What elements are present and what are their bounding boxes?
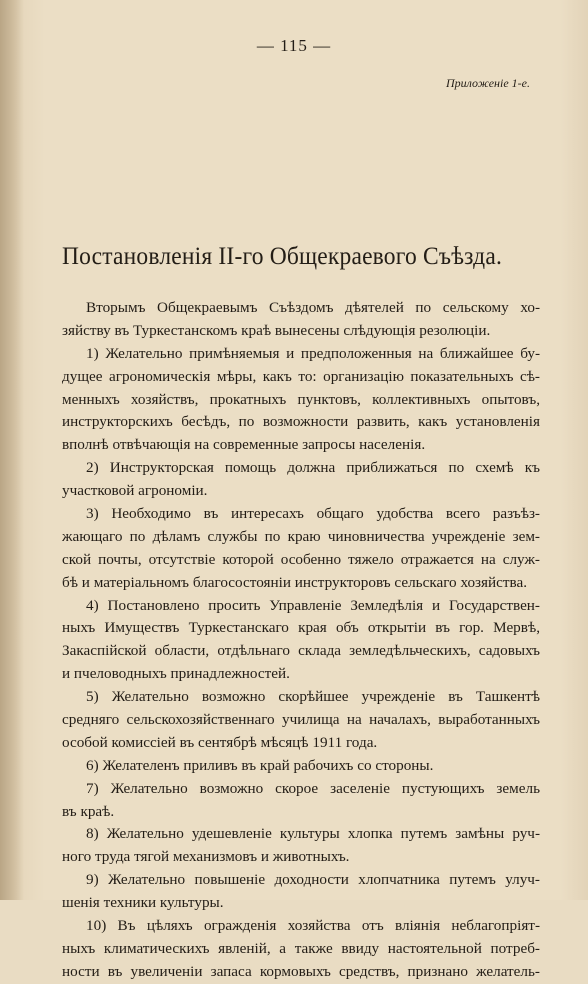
text-line: 7) Желательно возможно скорое заселеніе пустующихъ земель [86, 779, 540, 797]
text-line: 8) Желательно удешевленіе культуры хлопка путемъ замѣны руч- [86, 825, 540, 843]
text-line: ного труда тягой механизмовъ и животныхъ. [62, 848, 350, 866]
page-number: — 115 — [256, 36, 332, 55]
text-line: 6) Желателенъ приливъ въ край рабочихъ со стороны. [86, 756, 434, 774]
text-line: 1) Желательно примѣняемыя и предположенныя на ближайшее бу- [86, 344, 540, 362]
text-line: Вторымъ Общекраевымъ Съѣздомъ дѣятелей по сельскому хо- [86, 299, 540, 316]
text-line: зяйству въ Туркестанскомъ краѣ вынесены слѣдующія резолюціи. [62, 321, 491, 339]
appendix-label: Приложеніе 1-е. [445, 76, 530, 90]
text-line: ности въ увеличеніи запаса кормовыхъ средствъ, признано желатель- [62, 962, 540, 980]
text-line: 9) Желательно повышеніе доходности хлопчатника путемъ улуч- [86, 871, 540, 889]
text-line: участковой агрономіи. [62, 482, 208, 500]
text-line: жающаго по дѣламъ службы по краю чиновничества учрежденіе зем- [62, 527, 540, 545]
text-line: особой комиссіей въ сентябрѣ мѣсяцѣ 1911 года. [62, 733, 378, 751]
text-line: 3) Необходимо въ интересахъ общаго удобства всего разъѣз- [86, 505, 540, 523]
text-line: ской почты, отсутствіе которой особенно тяжело отражается на служ- [62, 550, 540, 568]
page-gutter [0, 0, 24, 900]
text-line: ныхъ Имуществъ Туркестанскаго края объ открытіи въ гор. Мервѣ, [62, 619, 540, 637]
text-line: 4) Постановлено просить Управленіе Земледѣлія и Государствен- [86, 596, 540, 614]
text-line: Закаспійской области, отдѣльнаго склада земледѣльческихъ, садовыхъ [62, 642, 540, 660]
text-line: 2) Инструкторская помощь должна приближаться по схемѣ къ [86, 459, 540, 477]
text-line: средняго сельскохозяйственнаго училища на началахъ, выработанныхъ [62, 711, 540, 729]
resolution-text [62, 297, 540, 984]
text-line: инструкторскихъ бесѣдъ, по возможности развить, какъ установленія [62, 413, 540, 431]
text-line: 5) Желательно возможно скорѣйшее учрежденіе въ Ташкентѣ [86, 688, 540, 706]
text-line: бѣ и матеріальномъ благосостояніи инструкторовъ сельскаго хозяйства. [62, 573, 528, 591]
text-line: менныхъ хозяйствъ, прокатныхъ пунктовъ, коллективныхъ опытовъ, [62, 390, 540, 408]
text-line: дущее агрономическія мѣры, какъ то: организацію показательныхъ сѣ- [62, 367, 540, 385]
text-line: въ краѣ. [62, 802, 115, 820]
text-line: и пчеловодныхъ принадлежностей. [62, 665, 290, 683]
page-title: Постановленія II-го Общекраевого Съѣзда. [62, 243, 503, 270]
text-line: ныхъ климатическихъ явленій, а также ввиду настоятельной потреб- [62, 939, 540, 957]
text-line: шенія техники культуры. [62, 894, 224, 912]
text-line: вполнѣ отвѣчающія на современные запросы населенія. [62, 436, 426, 454]
text-line: 10) Въ цѣляхъ огражденія хозяйства отъ вліянія неблагопріят- [86, 917, 540, 935]
